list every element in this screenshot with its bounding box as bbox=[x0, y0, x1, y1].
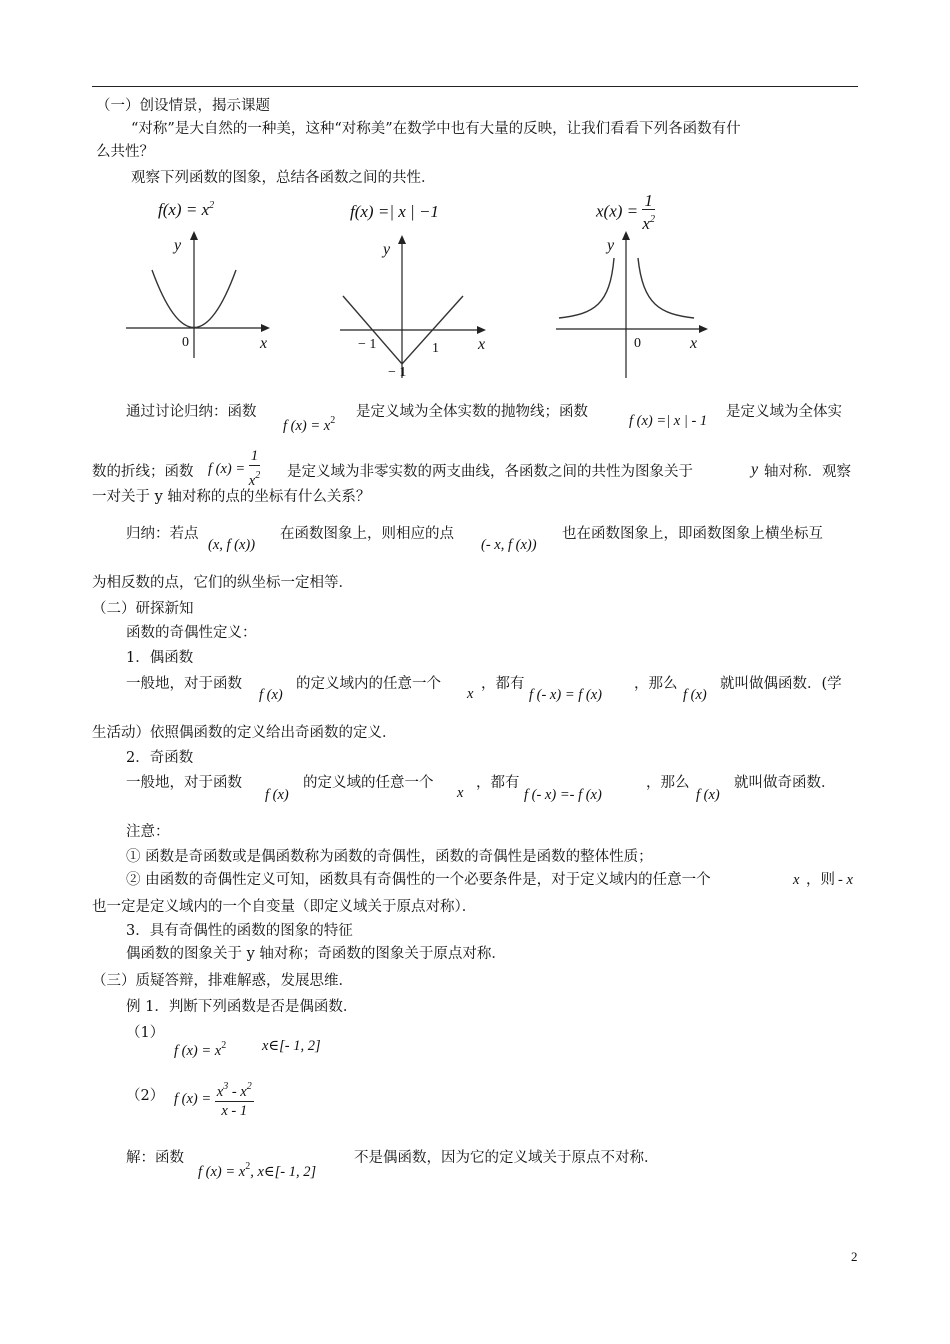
y-symbol: y bbox=[751, 461, 759, 478]
observe-text: 观察下列函数的图象，总结各函数之间的共性． bbox=[131, 170, 436, 186]
note-title: 注意： bbox=[126, 824, 170, 840]
item1-label: （1） bbox=[126, 1025, 165, 1041]
graph2-y-arrow bbox=[398, 235, 406, 244]
graph1-x-label: x bbox=[260, 335, 268, 352]
graph2-neg1-y-label: − 1 bbox=[388, 365, 407, 380]
graph1-title: $f(x) = x^2$ bbox=[158, 200, 215, 219]
formula-one-over-x-squared: f (x) = $\frac{1}{x^2}$ bbox=[208, 448, 261, 489]
discussion-p4b: 在函数图象上，则相应的点 bbox=[280, 526, 454, 542]
solution-formula: f $(x) = x^2$, x∈[- 1, 2] bbox=[198, 1161, 317, 1180]
graph1-x-arrow bbox=[261, 324, 270, 332]
graph3-curve-left bbox=[559, 258, 614, 318]
odd-def-x: x bbox=[457, 785, 464, 801]
odd-def-d: ，那么 bbox=[646, 775, 690, 791]
odd-def-fx2: f (x) bbox=[696, 787, 720, 803]
section3-heading: （三）质疑答辩，排难解惑，发展思维． bbox=[92, 973, 353, 989]
note-2-line2: 也一定是定义域内的一个自变量（即定义域关于原点对称）． bbox=[92, 899, 477, 915]
even-def-equation: f (- x) = f (x) bbox=[529, 687, 602, 703]
graph2-x-label: x bbox=[478, 336, 486, 353]
discussion-p2c: 轴对称．观察 bbox=[764, 464, 851, 480]
odd-function-title: 2．奇函数 bbox=[126, 750, 194, 766]
graph1-y-arrow bbox=[190, 231, 198, 240]
intro-line1: “对称”是大自然的一种美，这种“对称美”在数学中也有大量的反映，让我们看看下列各函数有什 bbox=[131, 121, 741, 137]
item2-label: （2） bbox=[126, 1088, 165, 1104]
point-negx-fx: (- x, f (x)) bbox=[481, 537, 537, 553]
graph3-title: x(x) = $\frac{1}{x^2}$ bbox=[596, 191, 655, 233]
item1-formula: f $(x) = x^2$ bbox=[174, 1040, 227, 1059]
parity-definition-title: 函数的奇偶性定义： bbox=[126, 625, 257, 641]
odd-def-fx: f (x) bbox=[265, 787, 289, 803]
section1-heading: （一）创设情景，揭示课题 bbox=[96, 98, 270, 114]
even-def-fx: f (x) bbox=[259, 687, 283, 703]
section2-heading: （二）研探新知 bbox=[92, 601, 194, 617]
discussion-p2a: 数的折线；函数 bbox=[92, 464, 194, 480]
discussion-p1a: 通过讨论归纳：函数 bbox=[126, 404, 257, 420]
graph2-x-arrow bbox=[477, 326, 486, 334]
graph3-origin-label: 0 bbox=[634, 336, 641, 351]
discussion-p1c: 是定义域为全体实 bbox=[726, 404, 842, 420]
graph3-y-arrow bbox=[622, 231, 630, 240]
graph2-neg1-x-label: − 1 bbox=[358, 337, 377, 352]
discussion-p5: 为相反数的点，它们的纵坐标一定相等． bbox=[92, 575, 353, 591]
discussion-p4c: 也在函数图象上，即函数图象上横坐标互 bbox=[562, 526, 823, 542]
graph-parabola bbox=[0, 0, 950, 400]
item1-domain: x∈[- 1, 2] bbox=[262, 1038, 321, 1054]
note-2-negx: - x bbox=[838, 872, 853, 888]
odd-def-b: 的定义域的任意一个 bbox=[303, 775, 434, 791]
even-def-e: 就叫做偶函数．(学 bbox=[720, 676, 842, 692]
intro-line2: 么共性？ bbox=[96, 144, 154, 160]
discussion-p4a: 归纳：若点 bbox=[126, 526, 199, 542]
note-2a: ② 由函数的奇偶性定义可知，函数具有奇偶性的一个必要条件是，对于定义域内的任意一个 bbox=[126, 872, 711, 888]
graph1-origin-label: 0 bbox=[182, 335, 189, 350]
formula-x-squared: f $(x) = x^2$ bbox=[283, 415, 336, 434]
even-def-line2: 生活动）依照偶函数的定义给出奇函数的定义． bbox=[92, 725, 397, 741]
point-x-fx: (x, f (x)) bbox=[208, 537, 256, 553]
graph2-y-label: y bbox=[383, 241, 391, 258]
odd-def-a: 一般地，对于函数 bbox=[126, 775, 242, 791]
even-def-x: x bbox=[467, 686, 474, 702]
graph3-x-arrow bbox=[699, 325, 708, 333]
item2-formula: f (x) = $\frac{x^3 - x^2}{x - 1}$ bbox=[174, 1078, 254, 1121]
even-def-c: ，都有 bbox=[481, 676, 525, 692]
note-1: ① 函数是奇函数或是偶函数称为函数的奇偶性，函数的奇偶性是函数的整体性质； bbox=[126, 849, 653, 865]
graph3-curve-right bbox=[638, 258, 694, 318]
graph1-y-label: y bbox=[174, 237, 182, 254]
graph2-pos1-x-label: 1 bbox=[432, 341, 439, 356]
features-text: 偶函数的图象关于 y 轴对称；奇函数的图象关于原点对称． bbox=[126, 946, 506, 962]
even-def-fx2: f (x) bbox=[683, 687, 707, 703]
solution-a: 解：函数 bbox=[126, 1150, 184, 1166]
odd-def-e: 就叫做奇函数． bbox=[734, 775, 836, 791]
page-number: 2 bbox=[851, 1249, 858, 1264]
graph2-title: f(x) =| x | −1 bbox=[350, 202, 439, 221]
discussion-p2b: 是定义域为非零实数的两支曲线，各函数之间的共性为图象关于 bbox=[287, 464, 693, 480]
graph3-y-label: y bbox=[607, 237, 615, 254]
even-def-d: ，那么 bbox=[634, 676, 678, 692]
note-2b: ，则 bbox=[806, 872, 835, 888]
even-def-a: 一般地，对于函数 bbox=[126, 676, 242, 692]
example1-title: 例 1．判断下列函数是否是偶函数． bbox=[126, 999, 358, 1015]
odd-def-equation: f (- x) =- f (x) bbox=[524, 787, 602, 803]
even-def-b: 的定义域内的任意一个 bbox=[296, 676, 441, 692]
features-title: 3．具有奇偶性的函数的图象的特征 bbox=[126, 923, 353, 939]
discussion-p3: 一对关于 y 轴对称的点的坐标有什么关系？ bbox=[92, 489, 371, 505]
formula-abs-x-minus-1: f (x) =| x | - 1 bbox=[629, 413, 708, 429]
graph3-x-label: x bbox=[690, 335, 698, 352]
note-2-x: x bbox=[793, 872, 800, 888]
solution-b: 不是偶函数，因为它的定义域关于原点不对称． bbox=[354, 1150, 659, 1166]
discussion-p1b: 是定义域为全体实数的抛物线；函数 bbox=[356, 404, 588, 420]
odd-def-c: ，都有 bbox=[476, 775, 520, 791]
even-function-title: 1．偶函数 bbox=[126, 650, 194, 666]
